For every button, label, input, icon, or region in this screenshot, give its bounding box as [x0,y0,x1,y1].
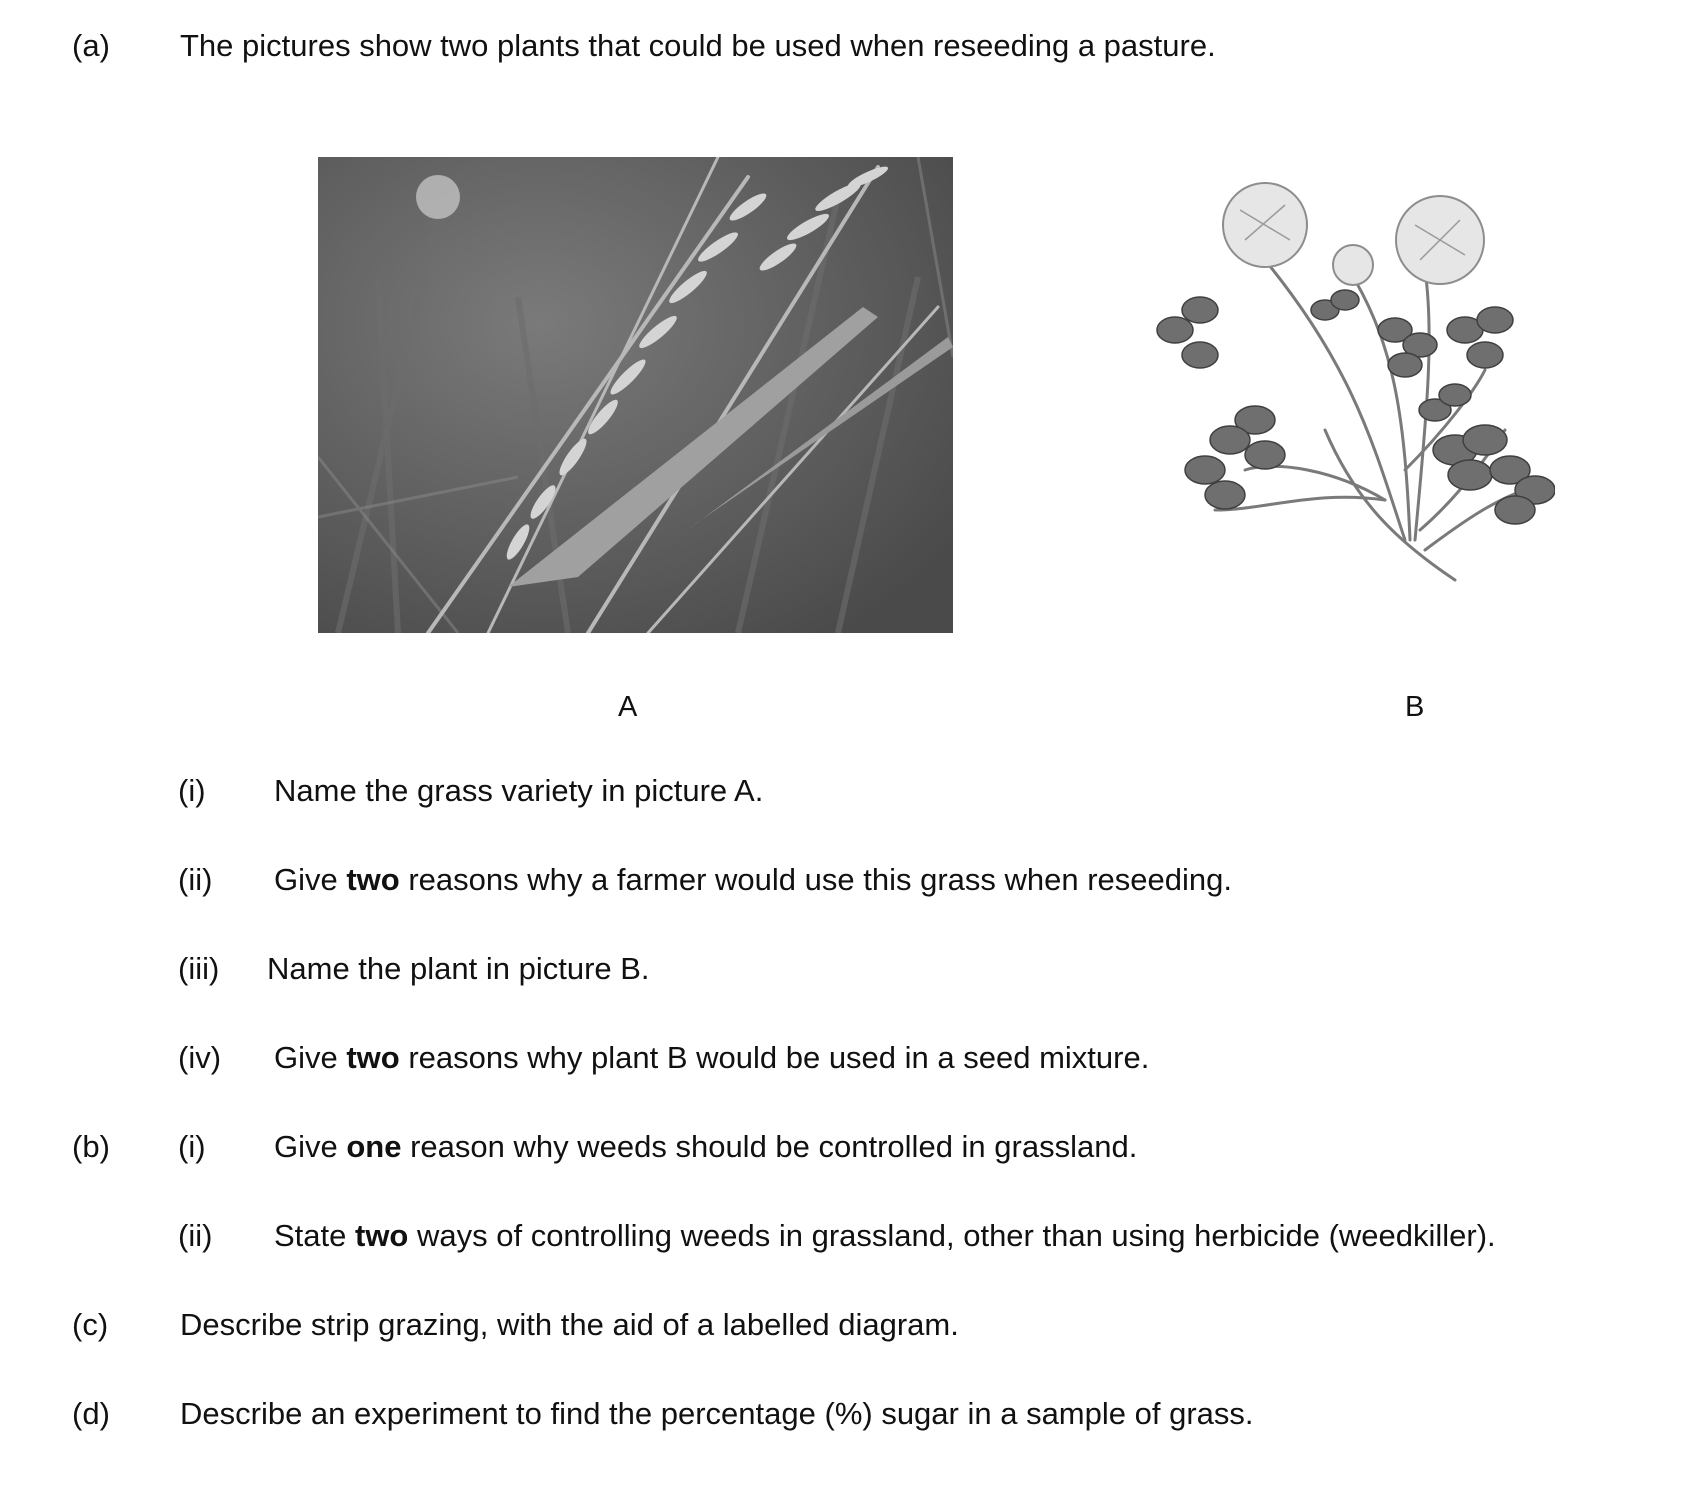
a-ii-emphasis: two [346,862,400,897]
a-iv-number: (iv) [178,1040,222,1075]
b-i-question [274,1131,1137,1162]
a-ii-number: (ii) [178,862,213,897]
a-iv-emphasis: two [346,1040,400,1075]
b-i-emphasis: one [346,1129,402,1164]
b-i-post: reason why weeds should be controlled in grassland. [401,1129,1138,1164]
a-iv-question [274,1042,1149,1073]
picture-a-caption: A [618,691,638,723]
b-ii-pre: State [274,1218,355,1253]
b-ii-post: ways of controlling weeds in grassland, other than using herbicide (weedkiller). [408,1218,1496,1253]
b-i-pre: Give [274,1129,347,1164]
part-c-label: (c) [72,1307,109,1342]
grass-photo-a [318,157,953,633]
part-c-question: Describe strip grazing, with the aid of a labelled diagram. [180,1307,959,1342]
b-ii-question [274,1220,1496,1251]
a-ii-question [274,864,1232,895]
part-b-label: (b) [72,1129,110,1164]
b-i-number: (i) [178,1129,206,1164]
clover-illustration-b [1155,170,1555,600]
a-iii-question: Name the plant in picture B. [267,951,650,986]
a-iv-pre: Give [274,1040,347,1075]
part-a-label: (a) [72,28,110,63]
a-iv-post: reasons why plant B would be used in a seed mixture. [399,1040,1150,1075]
a-i-number: (i) [178,773,206,808]
b-ii-number: (ii) [178,1218,213,1253]
a-ii-pre: Give [274,862,347,897]
a-i-question: Name the grass variety in picture A. [274,773,764,808]
picture-b-caption: B [1405,691,1425,723]
a-ii-post: reasons why a farmer would use this grass when reseeding. [399,862,1232,897]
a-iii-number: (iii) [178,951,220,986]
part-d-label: (d) [72,1396,110,1431]
b-ii-emphasis: two [355,1218,409,1253]
part-a-intro: The pictures show two plants that could be used when reseeding a pasture. [180,28,1216,63]
part-d-question: Describe an experiment to find the percentage (%) sugar in a sample of grass. [180,1396,1254,1431]
